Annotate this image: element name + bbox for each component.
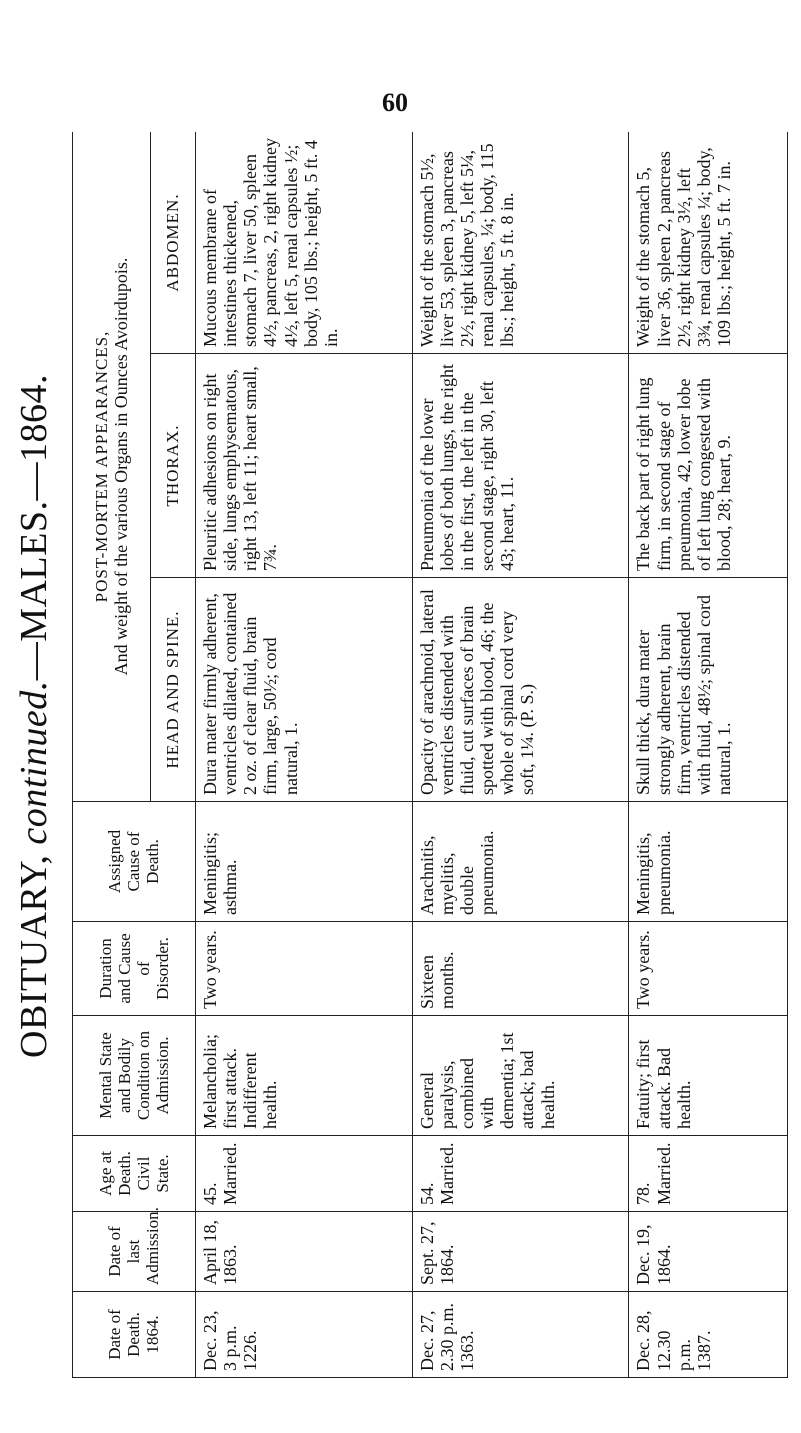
- header-age-state: Age at Death. Civil State.: [73, 1136, 196, 1212]
- cell-assigned-cause: Meningitis; asthma.: [195, 802, 412, 922]
- cell-date-of-death: Dec. 27, 2.30 p.m. 1363.: [412, 1292, 629, 1378]
- obituary-table: [72, 132, 788, 1378]
- table-row: [195, 132, 412, 1378]
- table-row: [412, 132, 629, 1378]
- cell-mental-state: General paralysis, combined with dementia; 1st attack; bad health.: [412, 1016, 629, 1136]
- cell-mental-state: Fatuity; first attack. Bad health.: [629, 1016, 788, 1136]
- cell-duration: Two years.: [629, 922, 788, 1016]
- header-postmortem: [73, 132, 151, 802]
- cell-date-admission: Dec. 19, 1864.: [629, 1212, 788, 1292]
- cell-head: Opacity of arachnoid, lateral ventricles distended with fluid, cut surfaces of brain spotted with blood, 46; the whole of spinal cord very soft, 1¼. (P. S.): [412, 578, 629, 802]
- cell-head: Dura mater firmly adherent, ventricles dilated, contained 2 oz. of clear fluid, brain firm, large, 50½; cord natural, 1.: [195, 578, 412, 802]
- cell-duration: Sixteen months.: [412, 922, 629, 1016]
- page-number: 60: [382, 88, 408, 117]
- running-title-tail: —MALES.—1864.: [13, 374, 55, 681]
- header-date-of-death: Date of Death. 1864.: [73, 1292, 196, 1378]
- header-date-admission: Date of last Admission.: [73, 1212, 196, 1292]
- table-row: [629, 132, 788, 1378]
- cell-duration: Two years.: [195, 922, 412, 1016]
- header-assigned-cause: Assigned Cause of Death.: [73, 802, 196, 922]
- cell-age-state: 45. Married.: [195, 1136, 412, 1212]
- cell-abdomen: Mucous membrane of intestines thickened, stomach 7, liver 50, spleen 4½, pancreas, 2, right kidney 4½, left 5, renal capsules ½; body, 105 lbs.; height, 5 ft. 4 in.: [195, 132, 412, 354]
- cell-head: Skull thick, dura mater strongly adherent, brain firm, ventricles distended with fluid, 48½; spinal cord natural, 1.: [629, 578, 788, 802]
- cell-abdomen: Weight of the stomach 5½, liver 53, spleen 3, pancreas 2½, right kidney 5, left 5¼, renal capsules, ¼; body, 115 lbs.; height, 5 ft. 8 in.: [412, 132, 629, 354]
- cell-date-of-death: Dec. 23, 3 p.m. 1226.: [195, 1292, 412, 1378]
- cell-thorax: Pneumonia of the lower lobes of both lungs, the right in the first, the left in the second stage, right 30, left 43; heart, 11.: [412, 354, 629, 578]
- header-abdomen: ABDOMEN.: [150, 132, 195, 354]
- postmortem-title: POST-MORTEM APPEARANCES,: [91, 330, 111, 603]
- postmortem-subtitle: And weight of the various Organs in Ounces Avoirdupois.: [110, 257, 131, 676]
- running-title-continued: continued.: [13, 680, 55, 845]
- cell-assigned-cause: Arachnitis, myelitis, double pneumonia.: [412, 802, 629, 922]
- cell-date-admission: Sept. 27, 1864.: [412, 1212, 629, 1292]
- header-row-1: [73, 132, 151, 1378]
- cell-date-of-death: Dec. 28, 12.30 p.m. 1387.: [629, 1292, 788, 1378]
- obituary-table-frame: [72, 132, 788, 1378]
- obituary-table-rotated: [72, 132, 788, 1378]
- cell-thorax: Pleuritic adhesions on right side, lungs emphysematous, right 13, left 11; heart small, 7¾.: [195, 354, 412, 578]
- header-duration: Duration and Cause of Disorder.: [73, 922, 196, 1016]
- cell-assigned-cause: Meningitis, pneumonia.: [629, 802, 788, 922]
- header-head-spine: HEAD AND SPINE.: [150, 578, 195, 802]
- header-mental-state: Mental State and Bodily Condition on Admission.: [73, 1016, 196, 1136]
- header-thorax: THORAX.: [150, 354, 195, 578]
- cell-age-state: 78. Married.: [629, 1136, 788, 1212]
- cell-abdomen: Weight of the stomach 5, liver 36, spleen 2, pancreas 2½, right kidney 3½, left 3¾, renal capsules ¼; body, 109 lbs.; height, 5 ft. 7 in.: [629, 132, 788, 354]
- running-title-main: OBITUARY,: [13, 844, 55, 1058]
- cell-thorax: The back part of right lung firm, in second stage of pneumonia, 42, lower lobe of left lung congested with blood, 28; heart, 9.: [629, 354, 788, 578]
- cell-age-state: 54. Married.: [412, 1136, 629, 1212]
- cell-mental-state: Melancholia; first attack. Indifferent health.: [195, 1016, 412, 1136]
- cell-date-admission: April 18, 1863.: [195, 1212, 412, 1292]
- running-title: [8, 66, 60, 1366]
